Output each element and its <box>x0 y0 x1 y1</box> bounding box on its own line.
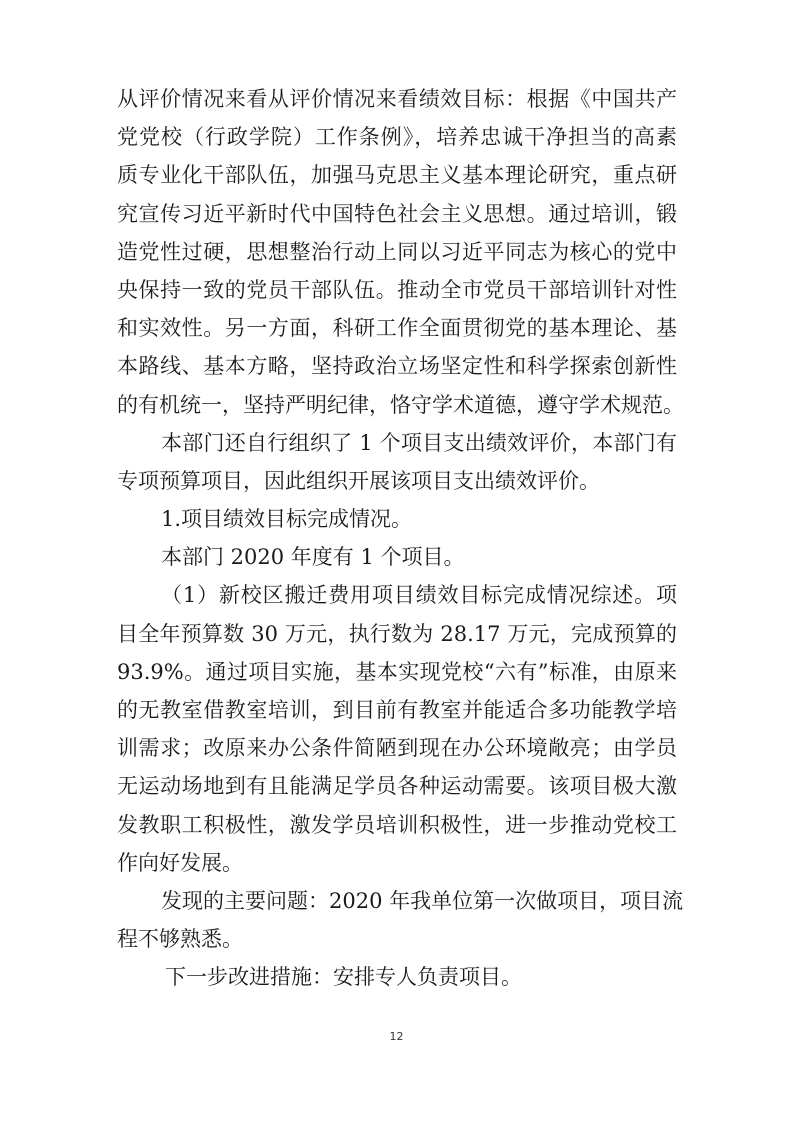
paragraph-line: 本部门 2020 年度有 1 个项目。 <box>161 545 465 570</box>
paragraph-line: 造党性过硬，思想整治行动上同以习近平同志为核心的党中 <box>117 239 677 264</box>
paragraph-line: 目全年预算数 30 万元，执行数为 28.17 万元，完成预算的 <box>117 621 677 646</box>
paragraph-line: 下一步改进措施：安排专人负责项目。 <box>165 965 522 990</box>
paragraph-line: 从评价情况来看从评价情况来看绩效目标：根据《中国共产 <box>117 87 677 111</box>
paragraph-line: 本路线、基本方略，坚持政治立场坚定性和科学探索创新性 <box>117 354 677 379</box>
document-body <box>117 80 684 997</box>
section-heading: 1.项目绩效目标完成情况。 <box>161 507 413 532</box>
paragraph-line: 专项预算项目，因此组织开展该项目支出绩效评价。 <box>117 468 600 493</box>
paragraph-line: 程不够熟悉。 <box>117 927 243 952</box>
paragraph-line: 央保持一致的党员干部队伍。推动全市党员干部培训针对性 <box>117 277 677 302</box>
paragraph-line: 发现的主要问题：2020 年我单位第一次做项目，项目流 <box>161 888 684 913</box>
paragraph-line: 究宣传习近平新时代中国特色社会主义思想。通过培训，锻 <box>117 201 677 226</box>
paragraph-line: 质专业化干部队伍，加强马克思主义基本理论研究，重点研 <box>117 163 677 188</box>
paragraph-line: 的无教室借教室培训，到目前有教室并能适合多功能教学培 <box>117 698 677 722</box>
paragraph-line: 93.9%。通过项目实施，基本实现党校“六有”标准，由原来 <box>117 659 677 684</box>
paragraph-line: 党党校（行政学院）工作条例》，培养忠诚干净担当的高素 <box>117 125 677 150</box>
paragraph-line: 发教职工积极性，激发学员培训积极性，进一步推动党校工 <box>117 812 677 837</box>
paragraph-line: 的有机统一，坚持严明纪律，恪守学术道德，遵守学术规范。 <box>117 392 684 417</box>
page-number: 12 <box>389 1030 404 1043</box>
paragraph-line: （1）新校区搬迁费用项目绩效目标完成情况综述。项 <box>161 583 677 608</box>
paragraph-line: 作向好发展。 <box>117 850 243 875</box>
paragraph-line: 无运动场地到有且能满足学员各种运动需要。该项目极大激 <box>117 774 677 799</box>
paragraph-line: 训需求；改原来办公条件简陋到现在办公环境敞亮；由学员 <box>117 736 677 761</box>
paragraph-line: 本部门还自行组织了 1 个项目支出绩效评价，本部门有 <box>161 430 677 455</box>
paragraph-line: 和实效性。另一方面，科研工作全面贯彻党的基本理论、基 <box>117 316 677 341</box>
